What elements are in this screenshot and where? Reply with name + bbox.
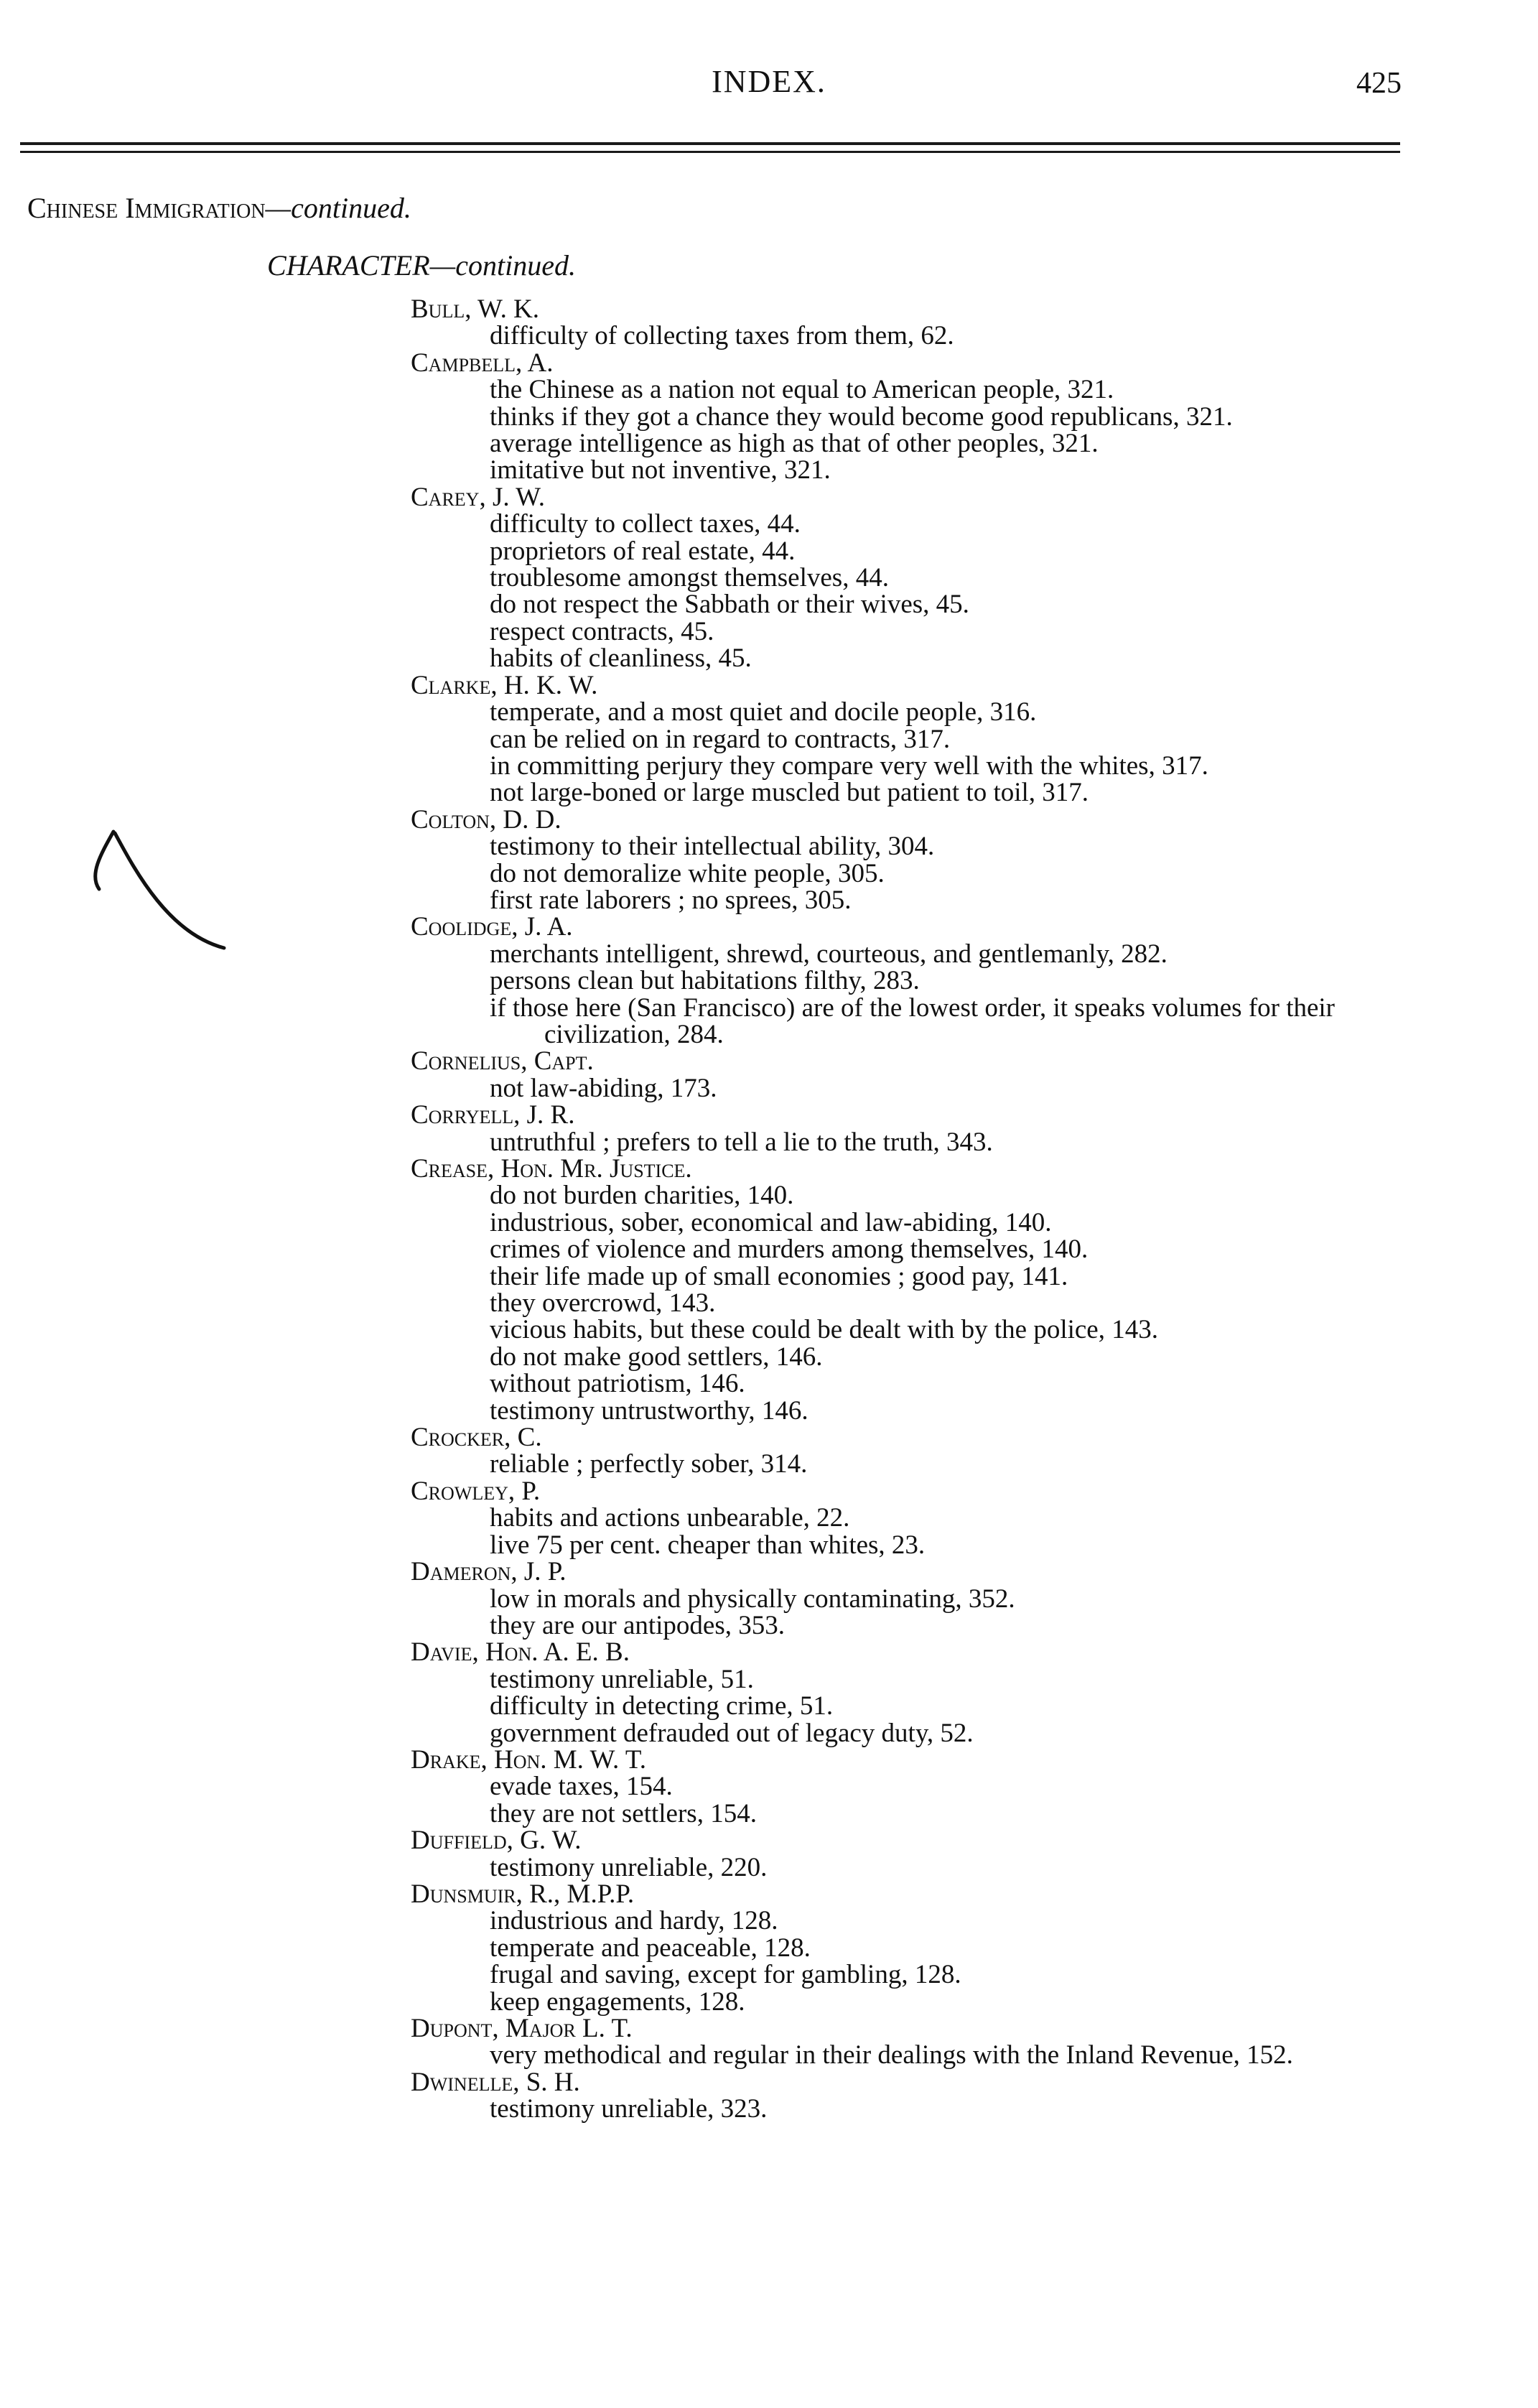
index-entry: [0, 1048, 1538, 1102]
entry-name: Drake, Hon. M. W. T.: [411, 1744, 646, 1775]
entry-name: Davie, Hon. A. E. B.: [411, 1637, 630, 1668]
running-head: INDEX.: [712, 64, 826, 99]
entry-item: imitative but not inventive, 321.: [490, 455, 831, 485]
entry-item: thinks if they got a chance they would become good republicans, 321.: [490, 401, 1233, 432]
page-number: 425: [1356, 67, 1402, 100]
entry-item: the Chinese as a nation not equal to American people, 321.: [490, 375, 1114, 405]
entry-name: Crocker, C.: [411, 1423, 542, 1453]
entry-name: Colton, D. D.: [411, 804, 561, 835]
entry-item: industrious and hardy, 128.: [490, 1906, 778, 1936]
index-entries: [0, 296, 1538, 2123]
entry-name: Dwinelle, S. H.: [411, 2067, 580, 2097]
entry-item: testimony to their intellectual ability, 304.: [490, 832, 935, 862]
entry-item: not law-abiding, 173.: [490, 1073, 717, 1103]
entry-item: they are our antipodes, 353.: [490, 1610, 785, 1640]
entry-item: temperate and peaceable, 128.: [490, 1933, 811, 1963]
entry-name: Dunsmuir, R., M.P.P.: [411, 1879, 635, 1909]
section-heading-main: Chinese Immigration: [27, 192, 266, 224]
pencil-mark: [85, 826, 243, 962]
entry-item: do not make good settlers, 146.: [490, 1342, 823, 1372]
index-entry: [0, 1478, 1538, 1558]
section-heading: [27, 191, 411, 225]
entry-item: troublesome amongst themselves, 44.: [490, 563, 889, 593]
index-entry: [0, 2015, 1538, 2069]
index-entry: [0, 296, 1538, 350]
entry-name: Coolidge, J. A.: [411, 912, 573, 942]
entry-item: temperate, and a most quiet and docile people, 316.: [490, 697, 1037, 727]
entry-item: average intelligence as high as that of other peoples, 321.: [490, 429, 1099, 459]
entry-item: untruthful ; prefers to tell a lie to the truth, 343.: [490, 1127, 993, 1157]
entry-item: not large-boned or large muscled but patient to toil, 317.: [490, 778, 1089, 808]
entry-name: Crowley, P.: [411, 1476, 541, 1506]
section-heading-continued: —continued.: [265, 192, 411, 224]
entry-item: live 75 per cent. cheaper than whites, 23.: [490, 1530, 926, 1560]
entry-item: testimony unreliable, 220.: [490, 1852, 768, 1882]
entry-name: Bull, W. K.: [411, 294, 540, 324]
entry-item: in committing perjury they compare very well with the whites, 317.: [490, 750, 1208, 781]
entry-item: first rate laborers ; no sprees, 305.: [490, 885, 852, 915]
entry-item: do not burden charities, 140.: [490, 1181, 794, 1211]
entry-item: reliable ; perfectly sober, 314.: [490, 1449, 808, 1479]
entry-item: merchants intelligent, shrewd, courteous, and gentlemanly, 282.: [490, 939, 1168, 969]
entry-item: low in morals and physically contaminating, 352.: [490, 1584, 1015, 1614]
index-entry: [0, 1744, 1538, 1828]
entry-item: crimes of violence and murders among themselves, 140.: [490, 1235, 1089, 1265]
entry-name: Campbell, A.: [411, 348, 554, 378]
entry-item: without patriotism, 146.: [490, 1369, 745, 1399]
entry-item: evade taxes, 154.: [490, 1772, 673, 1802]
entry-item: they overcrowd, 143.: [490, 1288, 716, 1319]
entry-item: if those here (San Francisco) are of the lowest order, it speaks volumes for their civilization, 284.: [490, 993, 1336, 1049]
entry-item: difficulty to collect taxes, 44.: [490, 509, 801, 539]
entry-name: Dupont, Major L. T.: [411, 2014, 633, 2043]
entry-name: Cornelius, Capt.: [411, 1046, 594, 1077]
entry-item: do not respect the Sabbath or their wives, 45.: [490, 590, 969, 620]
header-rule-thin: [20, 151, 1400, 153]
entry-item: frugal and saving, except for gambling, 128.: [490, 1960, 961, 1990]
entry-item: do not demoralize white people, 305.: [490, 858, 885, 888]
entry-name: Crease, Hon. Mr. Justice.: [411, 1154, 692, 1184]
entry-name: Carey, J. W.: [411, 482, 545, 512]
index-entry: [0, 350, 1538, 484]
entry-name: Corryell, J. R.: [411, 1100, 575, 1130]
entry-name: Clarke, H. K. W.: [411, 670, 598, 700]
entry-name: Dameron, J. P.: [411, 1557, 567, 1587]
index-entry: [0, 1156, 1538, 1424]
entry-item: testimony unreliable, 323.: [490, 2094, 768, 2124]
entry-item: vicious habits, but these could be dealt with by the police, 143.: [490, 1315, 1158, 1345]
entry-item: can be relied on in regard to contracts, 317.: [490, 724, 951, 754]
entry-item: testimony unreliable, 51.: [490, 1664, 754, 1694]
entry-item: habits of cleanliness, 45.: [490, 643, 752, 674]
index-entry: [0, 1558, 1538, 1639]
entry-item: difficulty in detecting crime, 51.: [490, 1691, 834, 1721]
entry-item: difficulty of collecting taxes from them, 62.: [490, 321, 954, 351]
entry-item: respect contracts, 45.: [490, 616, 714, 646]
index-entry: [0, 1639, 1538, 1747]
header-rule-thick: [20, 142, 1400, 145]
entry-name: Duffield, G. W.: [411, 1826, 582, 1856]
index-entry: [0, 1102, 1538, 1156]
entry-item: persons clean but habitations filthy, 283.: [490, 966, 920, 996]
entry-item: they are not settlers, 154.: [490, 1798, 757, 1828]
index-entry: [0, 1827, 1538, 1881]
entry-item: their life made up of small economies ; good pay, 141.: [490, 1261, 1068, 1291]
index-entry: [0, 672, 1538, 806]
index-entry: [0, 1881, 1538, 2015]
subsection-heading: CHARACTER—continued.: [267, 249, 576, 282]
entry-item: testimony untrustworthy, 146.: [490, 1395, 808, 1426]
entry-item: keep engagements, 128.: [490, 1986, 745, 2017]
entry-item: very methodical and regular in their dealings with the Inland Revenue, 152.: [490, 2040, 1293, 2070]
entry-item: habits and actions unbearable, 22.: [490, 1503, 850, 1533]
entry-item: proprietors of real estate, 44.: [490, 536, 796, 566]
index-entry: [0, 2069, 1538, 2123]
index-entry: [0, 484, 1538, 672]
entry-item: government defrauded out of legacy duty, 52.: [490, 1718, 974, 1748]
entry-item: industrious, sober, economical and law-abiding, 140.: [490, 1207, 1052, 1237]
index-entry: [0, 1424, 1538, 1478]
